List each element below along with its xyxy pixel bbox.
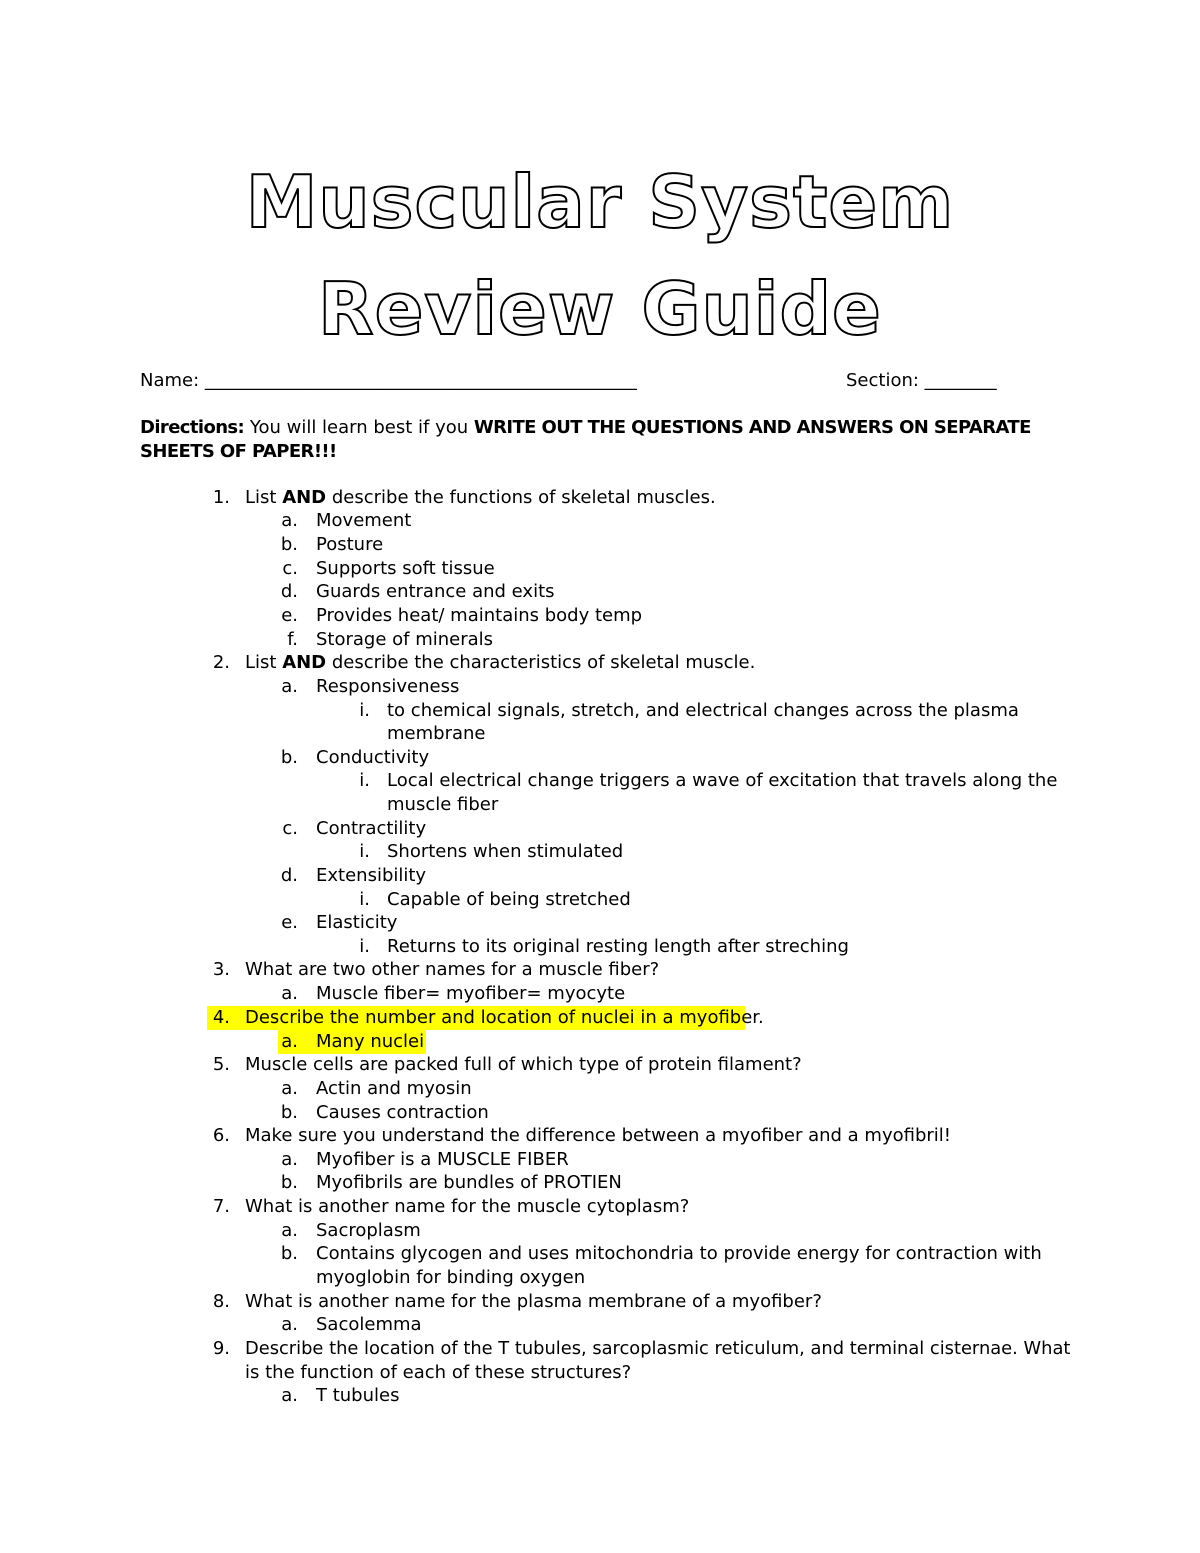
name-label: Name: bbox=[140, 370, 205, 391]
directions-text: You will learn best if you bbox=[244, 417, 474, 438]
title-line-2: Review Guide bbox=[318, 267, 882, 351]
section-field[interactable] bbox=[846, 369, 997, 392]
section-label: Section: bbox=[846, 370, 925, 391]
directions-emphasis: WRITE OUT THE QUESTIONS AND ANSWERS ON SEPARATE SHEETS OF PAPER!!! bbox=[140, 417, 1031, 462]
name-blank: ________________________________________________ bbox=[204, 370, 637, 391]
title-line-1: Muscular System bbox=[245, 160, 955, 244]
section-blank: ________ bbox=[924, 370, 997, 391]
directions bbox=[140, 416, 1070, 464]
directions-label: Directions: bbox=[140, 417, 245, 438]
name-field[interactable] bbox=[140, 369, 637, 392]
